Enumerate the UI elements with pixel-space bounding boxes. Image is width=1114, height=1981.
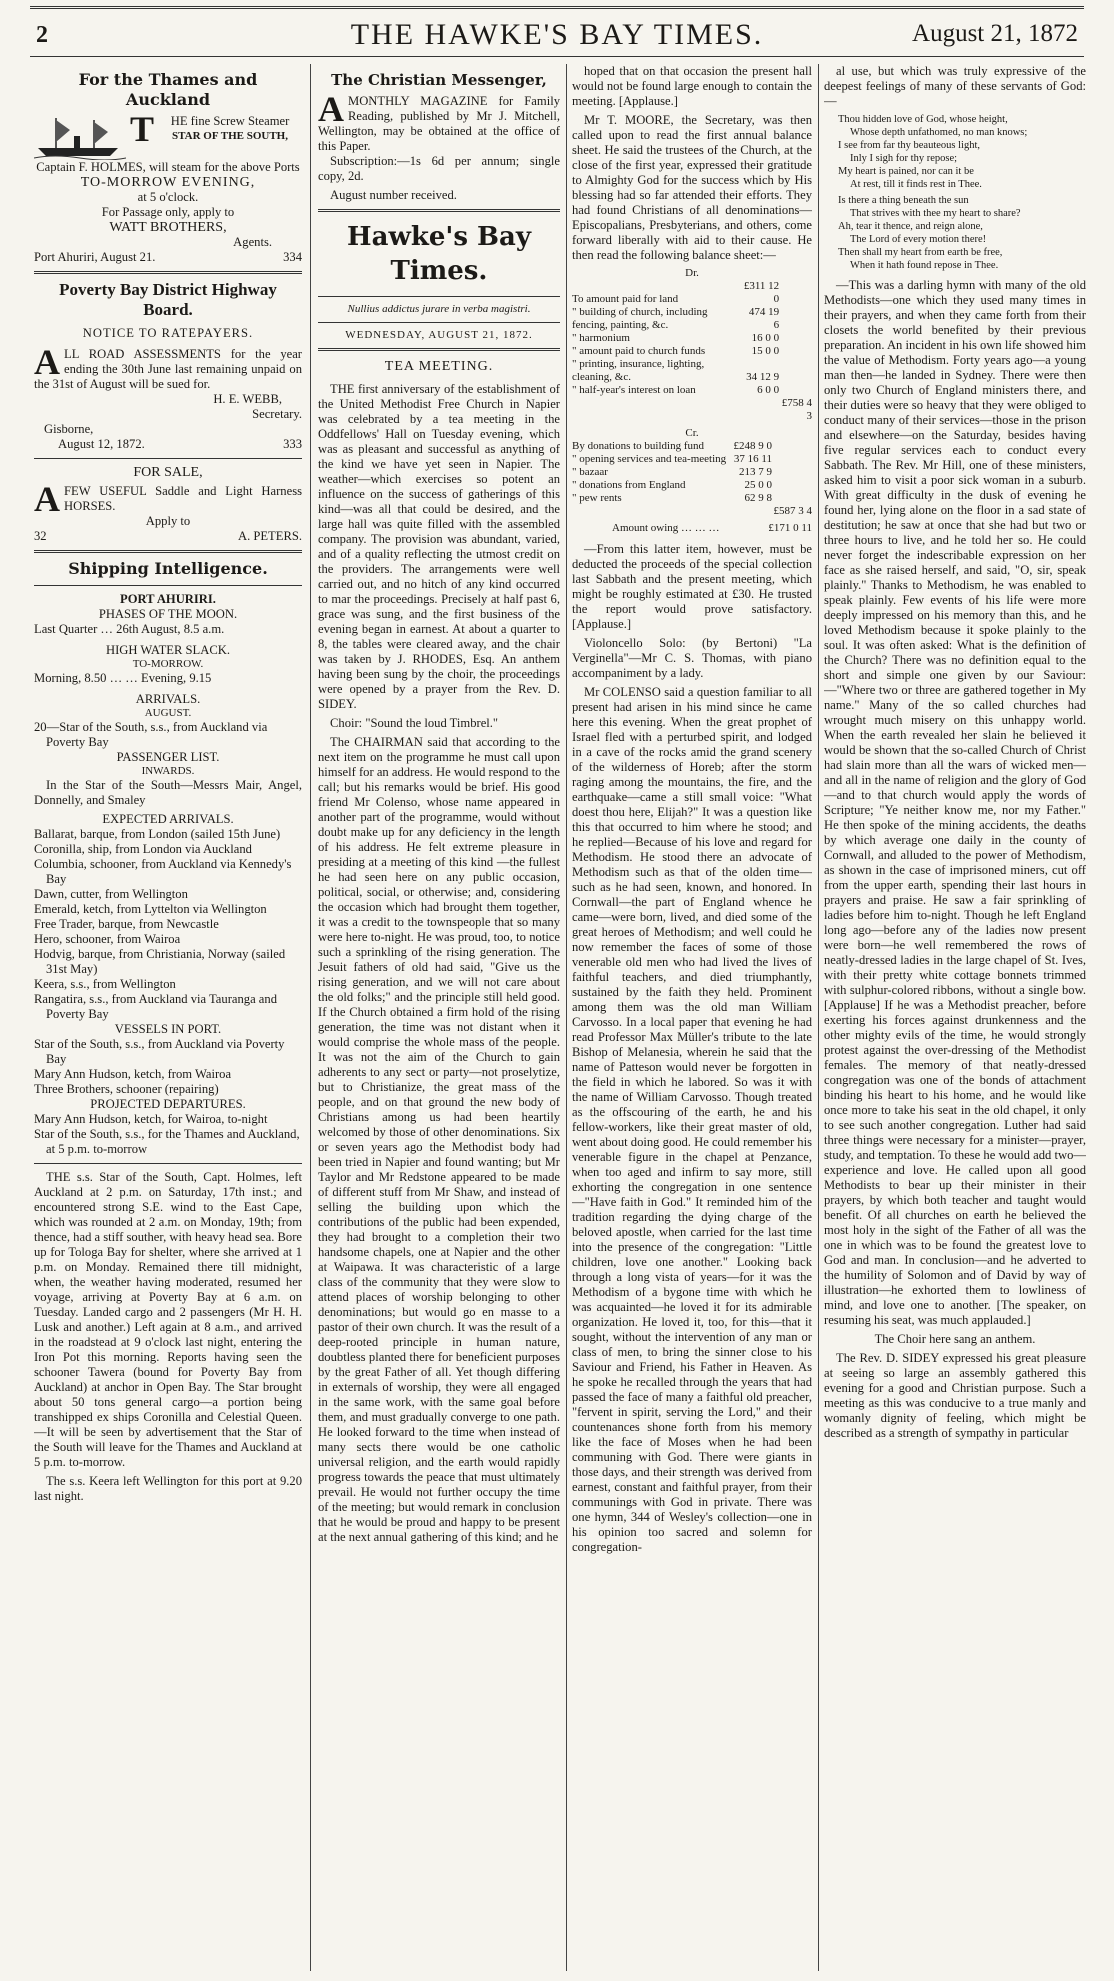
table-row: By donations to building fund £248 9 0 <box>572 440 773 452</box>
table-row: £587 3 4 <box>773 505 812 517</box>
column-divider <box>310 64 311 1971</box>
messenger-body <box>318 89 560 154</box>
messenger-heading: The Christian Messenger, <box>331 71 547 89</box>
masthead-bottom-rule <box>30 56 1084 57</box>
tide-sub: TO-MORROW. <box>132 658 204 670</box>
port-heading: PORT AHURIRI. <box>120 592 216 606</box>
expected-item: Keera, s.s., from Wellington <box>34 977 176 991</box>
shipping-heading: Shipping Intelligence. <box>68 559 268 578</box>
expected-item: Ballarat, barque, from London (sailed 15th June) <box>34 827 281 841</box>
divider <box>34 458 302 459</box>
expected-item: Free Trader, barque, from Newcastle <box>34 917 219 931</box>
masthead-top-rule <box>30 6 1084 12</box>
debit-label: Dr. <box>685 267 699 279</box>
column-4 <box>824 64 1086 1971</box>
departure-item: Star of the South, s.s., for the Thames and Auckland, at 5 p.m. to-morrow <box>34 1127 300 1156</box>
motto: Nullius addictus jurare in verba magistri. <box>347 303 531 315</box>
messenger-subscription: Subscription:—1s 6d per annum; single copy, 2d. <box>318 154 560 183</box>
paper-name: Hawke's Bay Times. <box>347 222 531 286</box>
expected-list <box>34 827 302 1022</box>
sale-apply: Apply to <box>145 514 191 528</box>
thames-captain: Captain F. HOLMES, will steam for the above Ports <box>36 160 300 174</box>
column-1 <box>34 64 302 1971</box>
table-row: £758 4 3 <box>781 397 812 422</box>
thames-place: Port Ahuriri, August 21. <box>34 250 156 264</box>
table-row: " opening services and tea-meeting 37 16 11 <box>572 453 773 465</box>
expected-item: Hero, schooner, from Wairoa <box>34 932 181 946</box>
article-paragraph: Violoncello Solo: (by Bertoni) "La Verginella"—Mr C. S. Thomas, with piano accompaniment by a lady. <box>572 636 812 680</box>
arrival-item: 20—Star of the South, s.s., from Auckland via Poverty Bay <box>34 720 268 749</box>
newspaper-title: THE HAWKE'S BAY TIMES. <box>350 18 764 51</box>
expected-item: Columbia, schooner, from Auckland via Kennedy's Bay <box>34 857 292 886</box>
sale-text: FEW USEFUL Saddle and Light Harness HORSES. <box>64 484 302 513</box>
poverty-heading: Poverty Bay District Highway Board. <box>59 280 277 319</box>
dropcap: A <box>34 342 60 382</box>
article-paragraph: Choir: "Sound the loud Timbrel." <box>330 716 499 730</box>
vessel-item: Mary Ann Hudson, ketch, from Wairoa <box>34 1067 232 1081</box>
hymn: Thou hidden love of God, whose height, Whose depth unfathomed, no man knows; I see from far thy beauteous light, Inly I sigh for thy repose; My heart is pained, nor can it be At rest, till it finds rest in Thee. Is there a thing beneath the sun That strives with thee my heart to share? Ah, tear it thence, and reign alone, The Lord of every motion there! Then shall my heart from earth be free, When it hath found repose in Thee. <box>838 114 1028 271</box>
article-paragraph: Mr T. MOORE, the Secretary, was then called upon to read the first annual balance sheet. He said the trustees of the Church, at the close of the first year, expressed their gratitude to Almighty God for the success which by His blessing had so far attended their efforts. They had found Christians of all denominations—Episcopalians, Presbyterians, and others, come forward liberally with aid to their cause. He then read the following balance sheet:— <box>572 113 812 262</box>
steamship-icon <box>34 114 126 160</box>
divider <box>34 1163 302 1164</box>
advert-ref: 334 <box>283 250 302 264</box>
debit-table <box>572 280 812 423</box>
tide-text: Morning, 8.50 … … Evening, 9.15 <box>34 671 212 685</box>
messenger-received: August number received. <box>330 188 457 202</box>
column-2 <box>318 64 560 1971</box>
article-paragraph: —This was a darling hymn with many of the old Methodists—one which they used many times in their prayers, and when they came forth from their closets the world benefited by their previous preparation. An incident in his own life showed him the value of Methodism. Forty years ago—a young man then—he landed in Sydney. There were then only two Church of England ministers there, and their duties were so heavy that they were obliged to conduct many of their services—those in the prison and elsewhere—on the Saturday, besides having five regular services each to conduct every Sabbath. The Rev. Mr Hill, one of these ministers, asked him to visit a poor sick woman in a suburb. With great difficulty in the dusk of evening he found her, lying alone on the floor in a sad state of destitution; he saw at once that she had but two or three hours to live, and he told her so. He could never forget the indescribable expression on her face as she raised herself, and said, "O, sir, speak plainly." Thanks to Methodism, he was enabled to speak plainly. Few events of his life were more deeply impressed on his memory than this, and he loved Methodism because it spoke plainly to the soul. It was often asked: What is the definition of the Church? There was no definition equal to the short and simple one given by our Saviour:—"Where two or three are gathered together in My name." Many of the so called churches had wrought much misery on this unhappy world. When the earth revealed her slain he believed it would be shown that the so-called Church of Christ had slain more than all the wars of wicked men—and all in the name of religion and the glory of God—and to that church would apply the words of Scripture; "Ye neither know me, nor my Father." He then spoke of the mining accidents, the deaths by which average one daily in the county of Cornwall, and alluded to the power of Methodism, as shown in the case of imprisoned miners, cut off from the upper earth, spending their last hours in prayers and praise. He saw a fair sprinkling of ladies before him to-night. Though he left England long ago—before any of the ladies now present were born—he well remembered the rows of neatly-dressed ladies in the large chapel of St. Ives, with their pretty white cottage bonnets trimmed with sulphur-colored ribbons, without a single bow. [Applause] If he was a Methodist preacher, before exerting his forces against drunkenness and the other mighty evils of the time, he would strongly protest against the over-dressing of the Methodist females. The memory of that neatly-dressed congregation was one of the bonds of attachment binding his heart to his home, and he would like once more to take his seat in the old chapel, it only to see such another congregation. Luther had said three things were necessary for a minister—prayer, study, and temptation. To these he would add two—experience and love. He called upon all good Methodists to bear up their minister in their prayers, by which both teacher and taught would benefit. Of all churches on earth he believed the most holy in the sight of the Father of all was the one in which was to be found the greatest love to God and man. In conclusion—and he adverted to the humility of Solomon and of David by way of illustration—he exhorted them to lowliness of mind, and love one to another. [The speaker, on resuming his seat, was much applauded.] <box>824 278 1086 1327</box>
table-row: " harmonium 16 0 0 <box>572 332 780 344</box>
advert-ref: 333 <box>283 437 302 451</box>
expected-item: Emerald, ketch, from Lyttelton via Wellington <box>34 902 267 916</box>
expected-heading: EXPECTED ARRIVALS. <box>102 812 234 826</box>
thames-heading: For the Thames and Auckland <box>78 70 258 109</box>
table-row: " building of church, including fencing, painting, &c. 474 19 6 <box>572 306 780 331</box>
departure-item: Mary Ann Hudson, ketch, for Wairoa, to-night <box>34 1112 268 1126</box>
sale-body <box>34 479 302 519</box>
article-paragraph: al use, but which was truly expressive of the deepest feelings of many of these servants of God:— <box>824 64 1086 108</box>
dropcap: T <box>130 109 155 149</box>
article-paragraph: The CHAIRMAN said that according to the next item on the programme he must call upon himself for an address. He would respond to the call; but his remarks would be brief. His good friend Mr Colenso, whose name appeared in another part of the programme, would without doubt make up for any deficiency in the length of his address. He felt extreme pleasure in presiding at a meeting of this kind —the fullest he had seen here on any public occasion, political, social, or otherwise; and, considering the occasion which had brought them together, it was a credit to the townspeople that so many were here to-night. He was proud, too, to notice such a sprinkling of the rising generation. The Jesuit fathers of old had said, "Give us the rising generation, and we will not care about the old folks;" and the principle still held good. If the Church obtained a firm hold of the rising generation, the time was not distant when it would comprise the whole mass of the people. It was not the aim of the Church to gain adherents to any sect or party—not proselytize, but to Christianize, the great mass of the people, and on that ground the new body of Christians among us had been heartily welcomed by those of other denominations. Six or seven years ago the Methodist body had been tried in Napier and found wanting; but Mr Taylor and Mr Redstone appeared to be made of different stuff from Mr Shaw, and instead of selling the building upon which the contributions of the public had been expended, they had brought to a completion their two handsome chapels, one at Napier and the other at Waipawa. It was characteristic of a large class of the community that they were slow to attend places of worship belonging to other denominations; but would go en masse to a pastor of their own church. It was the result of a deep-rooted principle in human nature, doubtless planted there for beneficient purposes by the great Father of all. Yet though differing in externals of worship, they were all engaged in the same work, with the same goal before them, and must gradually converge to one path. He looked forward to the time when instead of many sects there would be one catholic universal religion, and the earth would rapidly progress towards the peace that must ultimately prevail. He would not further occupy the time of the meeting; but would remark in conclusion that he would be proud and happy to be present at the next annual gathering of this kind; and he <box>318 735 560 1544</box>
article-heading: TEA MEETING. <box>384 359 494 374</box>
vessel-item: Three Brothers, schooner (repairing) <box>34 1082 219 1096</box>
sale-signer: A. PETERS. <box>237 529 302 543</box>
arrivals-heading: ARRIVALS. <box>135 692 201 706</box>
passenger-sub: INWARDS. <box>141 765 195 777</box>
table-row: To amount paid for land £311 12 0 <box>572 280 780 305</box>
divider <box>318 348 560 351</box>
arrivals-sub: AUGUST. <box>144 707 192 719</box>
tide-heading: HIGH WATER SLACK. <box>106 643 230 657</box>
ship-name: STAR OF THE SOUTH, <box>172 130 288 142</box>
thames-departure: TO-MORROW EVENING, <box>80 175 256 190</box>
expected-item: Rangatira, s.s., from Auckland via Tauranga and Poverty Bay <box>34 992 277 1021</box>
credit-table <box>572 440 812 518</box>
article-paragraph: hoped that on that occasion the present hall would not be found large enough to contain the meeting. [Applause.] <box>572 64 812 108</box>
article-paragraph: THE first anniversary of the establishment of the United Methodist Free Church in Napier was celebrated by a tea meeting in the Oddfellows' Hall on Tuesday evening, which was as pleasant and successful as anything of the kind we have yet seen in Napier. The weather—which exercises so potent an influence on the success of gatherings of this kind—was all that could be desired, and the large hall was quite filled with the assembled company. The provision was abundant, varied, and of a quality reflecting the utmost credit on the providers. The arrangements were well carried out, and no hitch of any kind occurred to mar the proceedings. Precisely at half past 6, grace was sung, and the first business of the evening began in earnest. At about a quarter to 8, the tables were cleared away, and the chair was taken by J. RHODES, Esq. An anthem having been sung by the choir, the proceedings were opened by a prayer from the Rev. D. SIDEY. <box>318 382 560 711</box>
article-paragraph: Mr COLENSO said a question familiar to all present had arisen in his mind since he came here this evening. When the great prophet of Israel fled with a perturbed spirit, and lodged in a cave of the rocks amid the grand scenery of the wilderness of Horeb; after the storm raging among the mountains, the fire, and the earthquake—came a still small voice: "What doest thou here, Elijah?" It was a question like this that occurred to him where he stood; and he replied—Because of his love and regard for Methodism. He stood there an advocate of Methodism such as that of the olden time—such as he had seen, known, and honored. In Cornwall—the part of England whence he came—were born, lived, and died some of the great heroes of Methodism; and well could he now remember the faces of some of those venerable old men who had lived the lives of faithful teachers, and died triumphantly, sustained by the faith they held. Prominent among them was the old man William Carvosso. In a local paper that evening he had read Professor Max Müller's tribute to the late Bishop of Melanesia, wherein he said that the name of Patteson would never be forgotten in the field in which he labored. So was it with the name of William Carvosso. Though treated as the offscouring of the earth, he and his fellow-workers, like their great master of old, went about doing good. He could remember his venerable figure in the chapel at Penzance, when too aged and infirm to say more, still exhorting the congregation in one sentence—"Have faith in God." It reminded him of the tradition regarding the dying charge of the beloved apostle, when carried for the last time into the presence of the congregation: "Little children, love one another." Looking back through a long vista of years—for it was the Methodism of a bygone time with which he was acquainted—he loved it for its admirable organization. He loved it, too, for this—that it sought, without the intervention of any man or class of men, to bring the sinner close to his Saviour and Friend, his Father in Heaven. As he spoke he recalled through the years that had passed the face of many a faithful old preacher, "fervent in spirit, serving the Lord," and their countenances shone forth from his memory like the face of Moses when he had been communing with God. There were giants in those days, and their strength was derived from earnest, constant and faithful prayer, from their communings with God in private. There was one hymn, 344 of Wesley's collection—one in his opinion too sacred and solemn for congregation- <box>572 685 812 1554</box>
thames-text: HE fine Screw Steamer <box>170 114 290 128</box>
expected-item: Coronilla, ship, from London via Auckland <box>34 842 252 856</box>
divider <box>34 550 302 553</box>
expected-item: Hodvig, barque, from Christiania, Norway (sailed 31st May) <box>34 947 286 976</box>
poverty-text: LL ROAD ASSESSMENTS for the year ending the 30th June last remaining unpaid on the 31st of August will be sued for. <box>34 347 302 391</box>
thames-passage: For Passage only, apply to <box>101 205 235 219</box>
vessel-item: Star of the South, s.s., from Auckland via Poverty Bay <box>34 1037 285 1066</box>
departures-list <box>34 1112 302 1157</box>
poverty-body <box>34 342 302 392</box>
vessels-heading: VESSELS IN PORT. <box>114 1022 222 1036</box>
shipping-report: THE s.s. Star of the South, Capt. Holmes, left Auckland at 2 p.m. on Saturday, 17th inst.; and encountered strong S.E. wind to the East Cape, which was rounded at 2 a.m. on Monday, 19th; from thence, had a stiff souther, with heavy head sea. Bore up for Tologa Bay for shelter, where she arrived at 1 p.m. on Monday. Remained there till midnight, when, the weather having moderated, resumed her voyage, arriving at Poverty Bay at 6 a.m. on Tuesday. Landed cargo and 2 passengers (Mr H. H. Lusk and another.) Left again at 8 a.m., and arrived in the roadstead at 9 o'clock last night, entering the Iron Pot this morning. Reports having seen the schooner Tawera (bound for Poverty Bay from Auckland) at anchor in Open Bay. The Star brought about 50 tons general cargo—a portion being transhipped ex ships Coronilla and Celestial Queen.—It will be seen by advertisement that the Star of the South will leave for the Thames and Auckland at 5 p.m. to-morrow. <box>34 1170 302 1469</box>
column-divider <box>818 64 819 1971</box>
article-paragraph: The Rev. D. SIDEY expressed his great pleasure at seeing so large an assembly gathered this evening for a good and Christian purpose. Such a meeting as this was conducive to a true manly and womanly dignity of feeling, which might be described as a strength of sympathy in particular <box>824 1351 1086 1440</box>
divider <box>318 209 560 212</box>
thames-time: at 5 o'clock. <box>137 190 199 204</box>
table-row: " bazaar 213 7 9 <box>572 466 773 478</box>
article-paragraph: The Choir here sang an anthem. <box>874 1332 1036 1346</box>
column-divider <box>566 64 567 1971</box>
dropcap: A <box>34 479 60 519</box>
divider <box>34 585 302 586</box>
poverty-notice: NOTICE TO RATEPAYERS. <box>82 326 254 340</box>
table-row: " printing, insurance, lighting, cleaning, &c. 34 12 9 <box>572 358 780 383</box>
expected-item: Dawn, cutter, from Wellington <box>34 887 188 901</box>
poverty-date: August 12, 1872. <box>58 437 145 451</box>
masthead <box>30 14 1084 52</box>
divider <box>318 296 560 297</box>
shipping-report: The s.s. Keera left Wellington for this port at 9.20 last night. <box>34 1474 302 1503</box>
departures-heading: PROJECTED DEPARTURES. <box>90 1097 246 1111</box>
article-paragraph: —From this latter item, however, must be deducted the proceeds of the special collection last Sabbath and the present meeting, which might be roughly estimated at £30. He trusted the report would prove satisfactory. [Applause.] <box>572 542 812 631</box>
thames-advert <box>34 109 302 265</box>
issue-date: August 21, 1872 <box>912 20 1078 47</box>
table-row: " half-year's interest on loan 6 0 0 <box>572 384 780 396</box>
amount-owing: Amount owing … … … £171 0 11 <box>612 522 812 534</box>
poverty-signer: H. E. WEBB, <box>213 392 282 406</box>
sale-heading: FOR SALE, <box>133 465 203 480</box>
passenger-text: In the Star of the South—Messrs Mair, Angel, Donnelly, and Smaley <box>34 778 302 807</box>
vessels-list <box>34 1037 302 1097</box>
page-number: 2 <box>36 22 48 48</box>
table-row: " pew rents 62 9 8 <box>572 492 773 504</box>
table-row: " amount paid to church funds 15 0 0 <box>572 345 780 357</box>
table-row: " donations from England 25 0 0 <box>572 479 773 491</box>
credit-label: Cr. <box>685 427 699 439</box>
messenger-text: MONTHLY MAGAZINE for Family Reading, published by Mr J. Mitchell, Wellington, may be obtained at the office of this Paper. <box>318 94 560 153</box>
moon-text: Last Quarter … 26th August, 8.5 a.m. <box>34 622 225 636</box>
passenger-heading: PASSENGER LIST. <box>116 750 220 764</box>
poverty-place: Gisborne, <box>44 422 94 436</box>
issue-date-line: WEDNESDAY, AUGUST 21, 1872. <box>345 329 533 341</box>
divider <box>34 271 302 274</box>
thames-agent: WATT BROTHERS, <box>109 220 227 235</box>
advert-ref: 32 <box>34 529 47 543</box>
agents-label: Agents. <box>233 235 272 249</box>
poverty-role: Secretary. <box>252 407 302 421</box>
divider <box>318 322 560 323</box>
moon-heading: PHASES OF THE MOON. <box>98 607 238 621</box>
column-3 <box>572 64 812 1971</box>
dropcap: A <box>318 89 344 129</box>
